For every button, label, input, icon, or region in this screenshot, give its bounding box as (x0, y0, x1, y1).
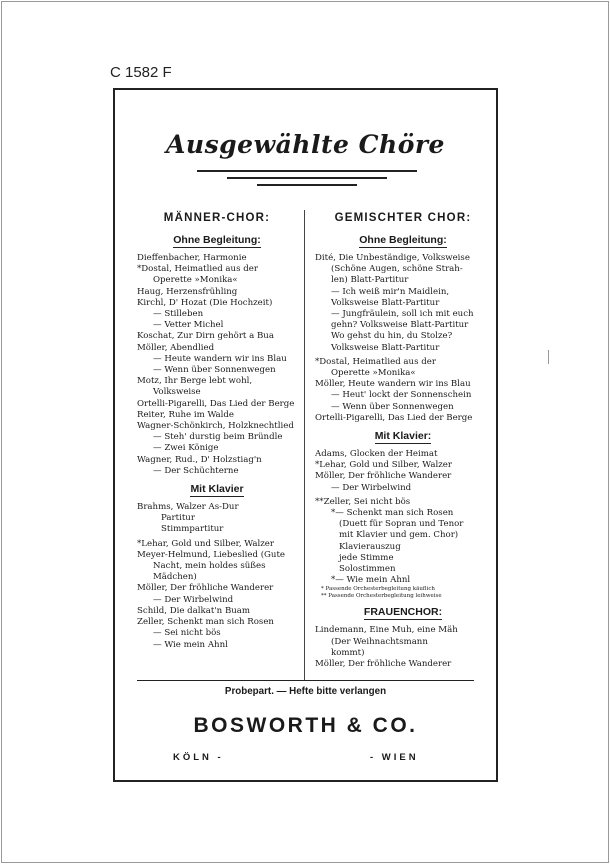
list-item: *— Wie mein Ahnl (331, 575, 411, 586)
list-item: Schild, Die dalkat'n Buam (137, 605, 251, 616)
list-item: — Wenn über Sonnenwegen (153, 365, 276, 376)
list-item: Adams, Glocken der Heimat (315, 449, 438, 460)
frauenchor-heading: FRAUENCHOR: (363, 606, 443, 619)
list-item: — Der Wirbelwind (153, 594, 234, 605)
title-rule-2 (227, 177, 387, 179)
list-item: *Lehar, Gold und Silber, Walzer (137, 538, 274, 549)
column-divider (304, 210, 305, 680)
list-item: — Vetter Michel (153, 320, 224, 331)
list-item: Möller, Der fröhliche Wanderer (137, 583, 274, 594)
list-item: — Wie mein Ahnl (153, 639, 228, 650)
title-rule-1 (197, 170, 417, 172)
list-item: Wagner-Schönkirch, Holzknechtlied (137, 421, 294, 432)
city-wien: - WIEN (370, 752, 419, 763)
list-item: Volksweise (153, 387, 201, 398)
frauenchor-list (315, 625, 491, 670)
footer-rule (137, 680, 474, 681)
gemischter-ohne-list (315, 253, 491, 424)
list-item: Mädchen) (153, 572, 197, 583)
probe-notice: Probepart. — Hefte bitte verlangen (224, 686, 387, 697)
list-item: Ortelli-Pigarelli, Das Lied der Berge (137, 398, 295, 409)
gemischter-klavier-list (315, 449, 491, 600)
list-item: Nacht, mein holdes süßes (153, 561, 266, 572)
list-item: (Duett für Sopran und Tenor (339, 519, 464, 530)
list-item: kommt) (331, 647, 365, 658)
list-item: — Der Schüchterne (153, 465, 239, 476)
list-item: Brahms, Walzer As-Dur (137, 502, 239, 513)
list-item: Volksweise Blatt-Partitur (331, 297, 440, 308)
list-item: Ortelli-Pigarelli, Das Lied der Berge (315, 412, 473, 423)
list-item: **Zeller, Sei nicht bös (315, 496, 411, 507)
list-item: gehn? Volksweise Blatt-Partitur (331, 320, 469, 331)
list-item: — Der Wirbelwind (331, 482, 412, 493)
maennerchor-column (137, 212, 297, 651)
maennerchor-klavier-heading: Mit Klavier (190, 483, 244, 496)
gemischter-klavier-heading: Mit Klavier: (374, 430, 432, 443)
publisher-name: BOSWORTH & CO. (193, 714, 418, 737)
list-item: — Wenn über Sonnenwegen (331, 401, 454, 412)
list-item: *Dostal, Heimatlied aus der (137, 264, 258, 275)
list-item: Operette »Monika« (331, 368, 416, 379)
gemischter-ohne-heading: Ohne Begleitung: (359, 234, 447, 246)
city-koeln: KÖLN - (173, 752, 224, 763)
list-item: Solostimmen (339, 564, 396, 575)
gemischter-chor-heading: GEMISCHTER CHOR: (334, 212, 472, 224)
maennerchor-ohne-heading: Ohne Begleitung: (173, 234, 261, 246)
list-item: (Der Weihnachtsmann (331, 636, 428, 647)
list-item: — Sei nicht bös (153, 628, 221, 639)
list-item: Lindemann, Eine Muh, eine Mäh (315, 625, 458, 636)
page-title: Ausgewählte Chöre (166, 130, 445, 159)
list-item: Dité, Die Unbeständige, Volksweise (315, 253, 470, 263)
list-item: Wo gehst du hin, du Stolze? (331, 331, 453, 342)
list-item: Kirchl, D' Hozat (Die Hochzeit) (137, 297, 273, 308)
list-item: Volksweise Blatt-Partitur (331, 342, 440, 353)
list-item: Stimmpartitur (161, 524, 224, 535)
list-item: Reiter, Ruhe im Walde (137, 409, 235, 420)
advertisement-frame (113, 88, 498, 782)
maennerchor-heading: MÄNNER-CHOR: (163, 212, 271, 224)
list-item: Möller, Der fröhliche Wanderer (315, 471, 452, 482)
maennerchor-ohne-list (137, 253, 297, 477)
list-item: *Lehar, Gold und Silber, Walzer (315, 460, 452, 471)
list-item: Meyer-Helmund, Liebeslied (Gute (137, 549, 285, 560)
list-item: — Heut' lockt der Sonnenschein (331, 390, 472, 401)
list-item: Zeller, Schenkt man sich Rosen (137, 617, 274, 628)
catalog-number: C 1582 F (110, 64, 172, 81)
list-item: jede Stimme (339, 552, 394, 563)
list-item: len) Blatt-Partitur (331, 275, 409, 286)
title-rule-3 (257, 184, 357, 186)
list-item: — Jungfräulein, soll ich mit euch (331, 309, 474, 320)
list-item: — Zwei Könige (153, 443, 219, 454)
list-item: mit Klavier und gem. Chor) (339, 530, 459, 541)
list-item: Dieffenbacher, Harmonie (137, 253, 247, 263)
list-item: — Heute wandern wir ins Blau (153, 353, 287, 364)
footnote: * Passende Orchesterbegleitung käuflich (321, 586, 435, 593)
list-item: Möller, Heute wandern wir ins Blau (315, 379, 471, 390)
list-item: *— Schenkt man sich Rosen (331, 508, 454, 519)
list-item: Partitur (161, 513, 195, 524)
list-item: Klavierauszug (339, 541, 401, 552)
list-item: Motz, Ihr Berge lebt wohl, (137, 376, 253, 387)
list-item: Möller, Der fröhliche Wanderer (315, 659, 452, 670)
gemischter-chor-column (315, 212, 491, 670)
list-item: Koschat, Zur Dirn gehört a Bua (137, 331, 274, 342)
list-item: Möller, Abendlied (137, 342, 215, 353)
list-item: — Ich weiß mir'n Maidlein, (331, 286, 450, 297)
list-item: — Stilleben (153, 309, 204, 320)
list-item: (Schöne Augen, schöne Strah- (331, 264, 463, 275)
list-item: *Dostal, Heimatlied aus der (315, 356, 436, 367)
footnote: ** Passende Orchesterbegleitung leihweise (321, 593, 442, 600)
list-item: Operette »Monika« (153, 275, 238, 286)
list-item: Haug, Herzensfrühling (137, 286, 238, 297)
margin-mark (548, 350, 549, 364)
list-item: — Steh' durstig beim Bründle (153, 432, 283, 443)
maennerchor-klavier-list (137, 502, 297, 651)
list-item: Wagner, Rud., D' Holzstiag'n (137, 454, 262, 465)
